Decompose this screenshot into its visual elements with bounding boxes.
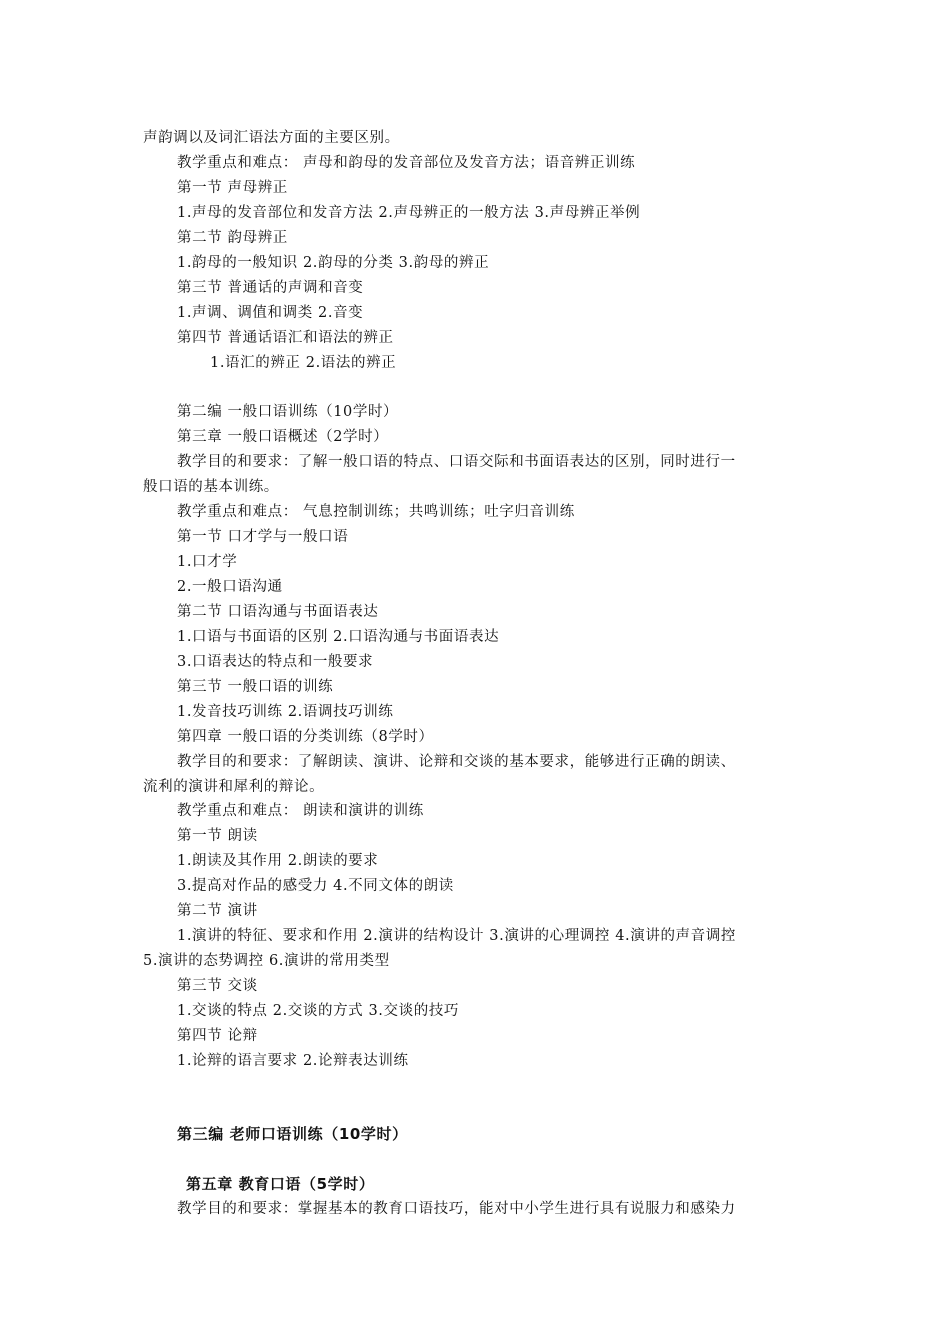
text-line: 1.口才学 (177, 554, 238, 570)
section-heading: 第二节 口语沟通与书面语表达 (177, 604, 379, 620)
text-line: 声韵调以及词汇语法方面的主要区别。 (143, 130, 400, 146)
section-heading: 第二节 韵母辨正 (177, 230, 288, 246)
text-line: 1.交谈的特点 2.交谈的方式 3.交谈的技巧 (177, 1003, 460, 1019)
text-line: 1.声调、调值和调类 2.音变 (177, 305, 364, 321)
text-line: 1.发音技巧训练 2.语调技巧训练 (177, 704, 394, 720)
text-line: 1.声母的发音部位和发音方法 2.声母辨正的一般方法 3.声母辨正举例 (177, 205, 641, 221)
text-line: 3.提高对作品的感受力 4.不同文体的朗读 (177, 878, 454, 894)
text-line: 般口语的基本训练。 (143, 479, 279, 495)
text-line: 1.韵母的一般知识 2.韵母的分类 3.韵母的辨正 (177, 255, 490, 271)
text-line: 教学目的和要求：了解一般口语的特点、口语交际和书面语表达的区别，同时进行一 (177, 454, 736, 470)
text-line: 流利的演讲和犀利的辩论。 (143, 779, 325, 795)
section-heading: 第三节 普通话的声调和音变 (177, 280, 364, 296)
section-heading: 第一节 声母辨正 (177, 180, 288, 196)
section-heading: 第四节 论辩 (177, 1028, 258, 1044)
section-heading: 第四节 普通话语汇和语法的辨正 (177, 330, 394, 346)
chapter-heading: 第三章 一般口语概述（2学时） (177, 429, 389, 445)
text-line: 教学重点和难点： 声母和韵母的发音部位及发音方法；语音辨正训练 (177, 155, 636, 171)
chapter-heading: 第四章 一般口语的分类训练（8学时） (177, 729, 434, 745)
text-line: 1.口语与书面语的区别 2.口语沟通与书面语表达 (177, 629, 500, 645)
section-heading: 第二节 演讲 (177, 903, 258, 919)
text-line: 教学目的和要求：掌握基本的教育口语技巧，能对中小学生进行具有说服力和感染力 (177, 1201, 736, 1217)
text-line: 1.论辩的语言要求 2.论辩表达训练 (177, 1053, 409, 1069)
section-heading: 第一节 口才学与一般口语 (177, 529, 349, 545)
text-line: 3.口语表达的特点和一般要求 (177, 654, 374, 670)
text-line: 教学重点和难点： 气息控制训练；共鸣训练；吐字归音训练 (177, 504, 575, 520)
section-heading: 第三节 交谈 (177, 978, 258, 994)
text-line: 5.演讲的态势调控 6.演讲的常用类型 (143, 953, 390, 969)
text-line: 教学目的和要求：了解朗读、演讲、论辩和交谈的基本要求，能够进行正确的朗读、 (177, 754, 736, 770)
section-heading: 第三节 一般口语的训练 (177, 679, 334, 695)
text-line: 1.演讲的特征、要求和作用 2.演讲的结构设计 3.演讲的心理调控 4.演讲的声音调控 (177, 928, 736, 944)
part-heading: 第三编 老师口语训练（10学时） (177, 1125, 408, 1143)
text-line: 1.语汇的辨正 2.语法的辨正 (210, 355, 397, 371)
part-heading: 第二编 一般口语训练（10学时） (177, 404, 399, 420)
chapter-heading: 第五章 教育口语（5学时） (186, 1175, 375, 1193)
text-line: 教学重点和难点： 朗读和演讲的训练 (177, 803, 424, 819)
section-heading: 第一节 朗读 (177, 828, 258, 844)
text-line: 1.朗读及其作用 2.朗读的要求 (177, 853, 379, 869)
text-line: 2.一般口语沟通 (177, 579, 283, 595)
